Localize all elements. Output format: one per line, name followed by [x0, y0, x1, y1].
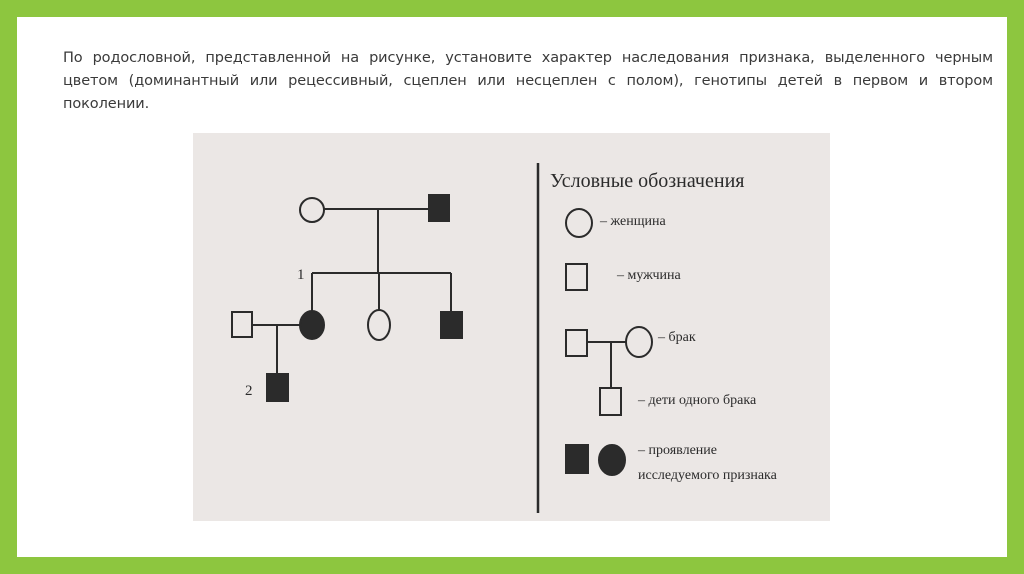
legend-trait-label-line2: исследуемого признака — [638, 468, 777, 483]
legend-male-label: – мужчина — [617, 268, 681, 283]
legend-children-label: – дети одного брака — [638, 393, 757, 408]
generation-2-label: 2 — [245, 383, 253, 399]
legend-female-symbol — [566, 209, 592, 237]
legend-marriage-male-symbol — [566, 330, 587, 356]
pedigree-svg — [193, 133, 830, 521]
legend-child-symbol — [600, 388, 621, 415]
legend-title: Условные обозначения — [550, 170, 745, 192]
pedigree-figure — [193, 133, 830, 521]
legend-marriage-label: – брак — [658, 330, 696, 345]
task-text: По родословной, представленной на рисунке, установите характер наследования признака, выделенного черным цветом (доминантный или рецессивный, сцеплен или несцеплен с полом), генотипы детей в первом и втором поколении. — [63, 50, 993, 112]
legend-affected-circle — [599, 445, 625, 475]
son-male-affected — [441, 312, 462, 338]
grandfather-male-affected — [429, 195, 449, 221]
grandmother-female-unaffected — [300, 198, 324, 222]
husband-male-unaffected — [232, 312, 252, 337]
legend-trait-label-line1: – проявление — [638, 443, 717, 458]
legend-affected-square — [566, 445, 588, 473]
daughter2-female-unaffected — [368, 310, 390, 340]
generation-1-label: 1 — [297, 267, 305, 283]
daughter1-female-affected — [300, 311, 324, 339]
legend-marriage-female-symbol — [626, 327, 652, 357]
grandchild-male-affected — [267, 374, 288, 401]
legend-female-label: – женщина — [600, 214, 666, 229]
legend-male-symbol — [566, 264, 587, 290]
